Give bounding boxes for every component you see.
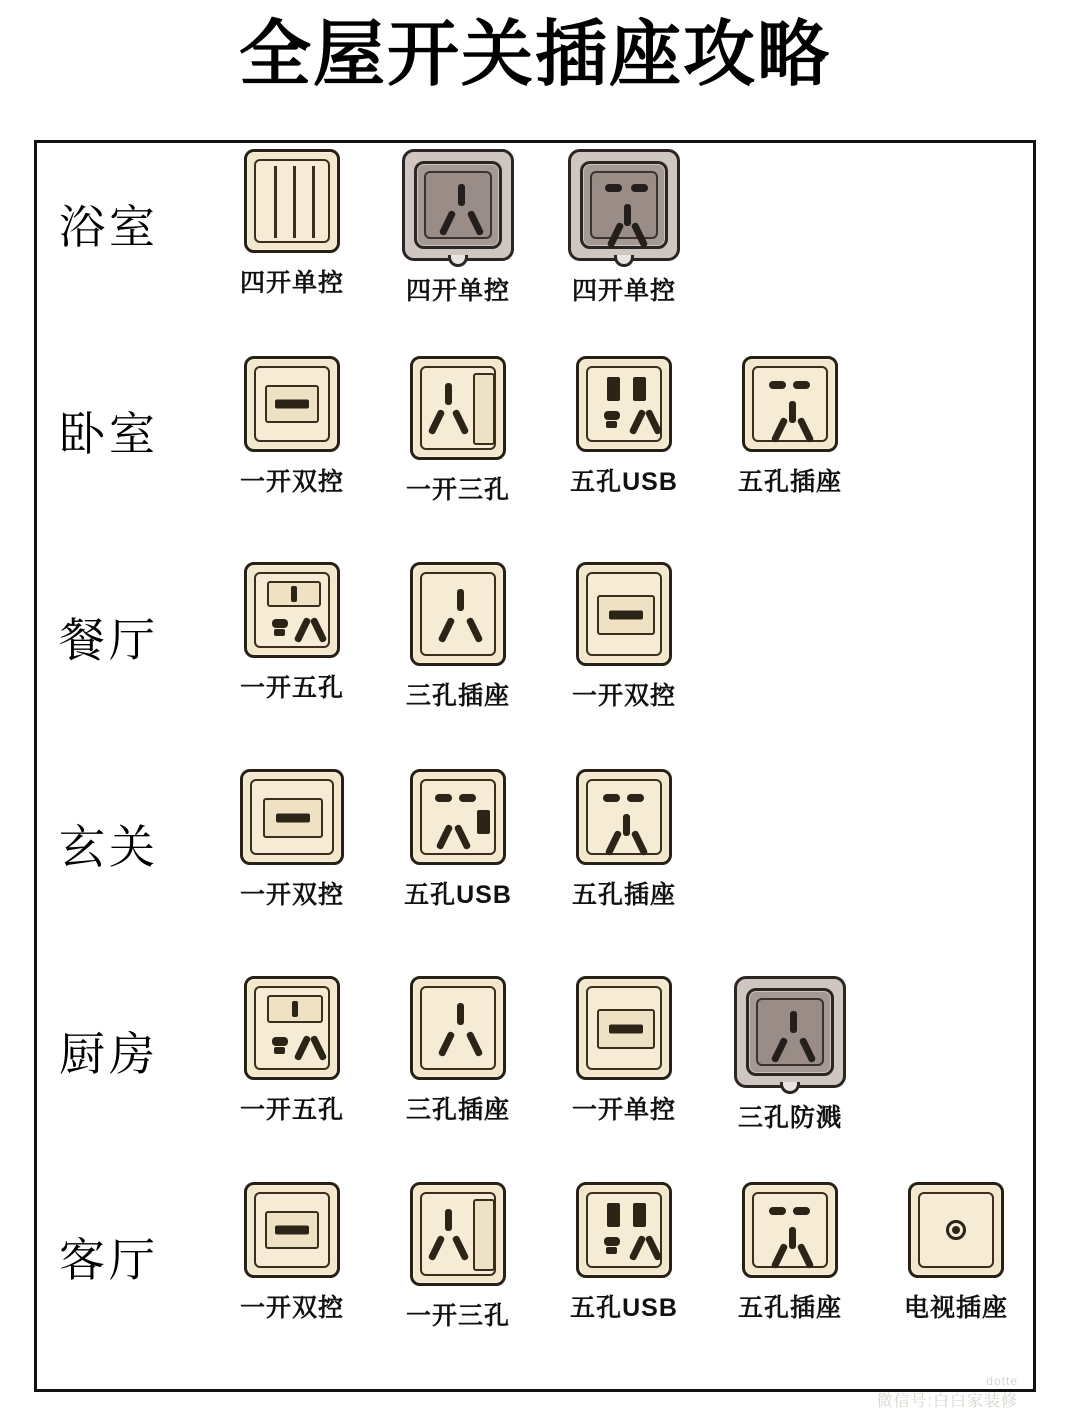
watermark-text: 微信号:白白家装修 <box>876 1393 1018 1410</box>
device-caption: 一开双控 <box>239 881 344 910</box>
five-hole-usb-socket-icon[interactable] <box>576 356 672 452</box>
device-item[interactable] <box>209 976 375 1126</box>
device-item[interactable] <box>209 356 375 498</box>
device-item[interactable] <box>375 769 541 911</box>
device-caption: 四开单控 <box>571 277 676 305</box>
three-hole-socket-icon[interactable] <box>410 976 506 1080</box>
device-caption: 三孔插座 <box>405 1095 510 1124</box>
device-item[interactable] <box>541 356 707 498</box>
four-gang-switch-icon[interactable] <box>244 149 340 253</box>
device-item[interactable] <box>209 769 375 911</box>
switch-with-five-hole-icon[interactable] <box>244 562 340 658</box>
device-caption: 三孔防溅 <box>737 1103 842 1132</box>
room-rows <box>37 143 1033 1389</box>
device-item[interactable] <box>375 1182 541 1332</box>
five-hole-usb-socket-vertical-icon[interactable] <box>410 769 506 865</box>
device-list <box>209 149 1033 307</box>
device-caption: 五孔USB <box>570 467 678 496</box>
three-hole-socket-icon[interactable] <box>402 149 514 261</box>
room-label: 厨房 <box>59 1027 159 1080</box>
device-item[interactable] <box>541 149 707 307</box>
device-item[interactable] <box>209 149 375 299</box>
one-gang-rocker-switch-icon[interactable] <box>576 976 672 1080</box>
device-item[interactable] <box>707 1182 873 1324</box>
chart-frame <box>34 140 1036 1392</box>
device-list <box>209 769 1033 911</box>
device-caption: 五孔USB <box>404 881 512 910</box>
watermark-small: dotte <box>986 1374 1018 1388</box>
device-caption: 一开三孔 <box>405 1302 510 1331</box>
device-caption: 四开单控 <box>239 269 344 297</box>
room-label: 卧室 <box>59 407 159 460</box>
five-hole-socket-icon[interactable] <box>568 149 680 261</box>
device-list <box>209 976 1033 1134</box>
room-row-bathroom <box>37 149 1033 356</box>
switch-with-three-hole-icon[interactable] <box>410 1182 506 1286</box>
switch-with-five-hole-icon[interactable] <box>244 976 340 1080</box>
device-caption: 五孔插座 <box>737 467 842 496</box>
room-row-entryway <box>37 769 1033 976</box>
room-label: 餐厅 <box>59 614 159 667</box>
device-list <box>209 1182 1039 1332</box>
tv-coaxial-socket-icon[interactable] <box>908 1182 1004 1278</box>
device-item[interactable] <box>375 149 541 307</box>
device-list <box>209 356 1033 506</box>
device-item[interactable] <box>541 769 707 911</box>
device-caption: 一开双控 <box>571 682 676 711</box>
room-row-dining <box>37 562 1033 769</box>
room-row-bedroom <box>37 356 1033 563</box>
device-caption: 电视插座 <box>903 1294 1008 1323</box>
device-caption: 四开单控 <box>405 277 510 305</box>
switch-with-three-hole-icon[interactable] <box>410 356 506 460</box>
device-item[interactable] <box>707 356 873 498</box>
device-item[interactable] <box>873 1182 1039 1324</box>
five-hole-usb-socket-icon[interactable] <box>576 1182 672 1278</box>
device-item[interactable] <box>209 562 375 704</box>
device-item[interactable] <box>541 976 707 1126</box>
page-title: 全屋开关插座攻略 <box>238 15 831 95</box>
room-label: 玄关 <box>59 821 159 874</box>
one-gang-rocker-switch-icon[interactable] <box>244 356 340 452</box>
five-hole-socket-icon[interactable] <box>576 769 672 865</box>
five-hole-socket-icon[interactable] <box>742 356 838 452</box>
one-gang-rocker-switch-icon[interactable] <box>240 769 344 865</box>
device-caption: 五孔USB <box>570 1294 678 1323</box>
device-caption: 一开单控 <box>571 1095 676 1124</box>
three-hole-socket-icon[interactable] <box>410 562 506 666</box>
device-item[interactable] <box>209 1182 375 1324</box>
device-caption: 一开三孔 <box>405 475 510 504</box>
device-item[interactable] <box>541 562 707 712</box>
device-caption: 一开五孔 <box>239 1095 344 1124</box>
device-caption: 五孔插座 <box>571 881 676 910</box>
device-caption: 一开双控 <box>239 467 344 496</box>
device-item[interactable] <box>707 976 873 1134</box>
one-gang-rocker-switch-icon[interactable] <box>244 1182 340 1278</box>
device-caption: 五孔插座 <box>737 1294 842 1323</box>
device-list <box>209 562 1033 712</box>
watermark <box>877 1374 1018 1411</box>
device-caption: 一开五孔 <box>239 674 344 703</box>
device-item[interactable] <box>541 1182 707 1324</box>
device-caption: 三孔插座 <box>405 682 510 711</box>
one-gang-rocker-switch-icon[interactable] <box>576 562 672 666</box>
device-caption: 一开双控 <box>239 1294 344 1323</box>
three-hole-splashproof-socket-icon[interactable] <box>734 976 846 1088</box>
room-label: 客厅 <box>59 1234 159 1287</box>
five-hole-socket-icon[interactable] <box>742 1182 838 1278</box>
room-label: 浴室 <box>59 201 159 253</box>
device-item[interactable] <box>375 976 541 1126</box>
device-item[interactable] <box>375 356 541 506</box>
room-row-livingroom <box>37 1182 1033 1389</box>
room-row-kitchen <box>37 976 1033 1183</box>
device-item[interactable] <box>375 562 541 712</box>
